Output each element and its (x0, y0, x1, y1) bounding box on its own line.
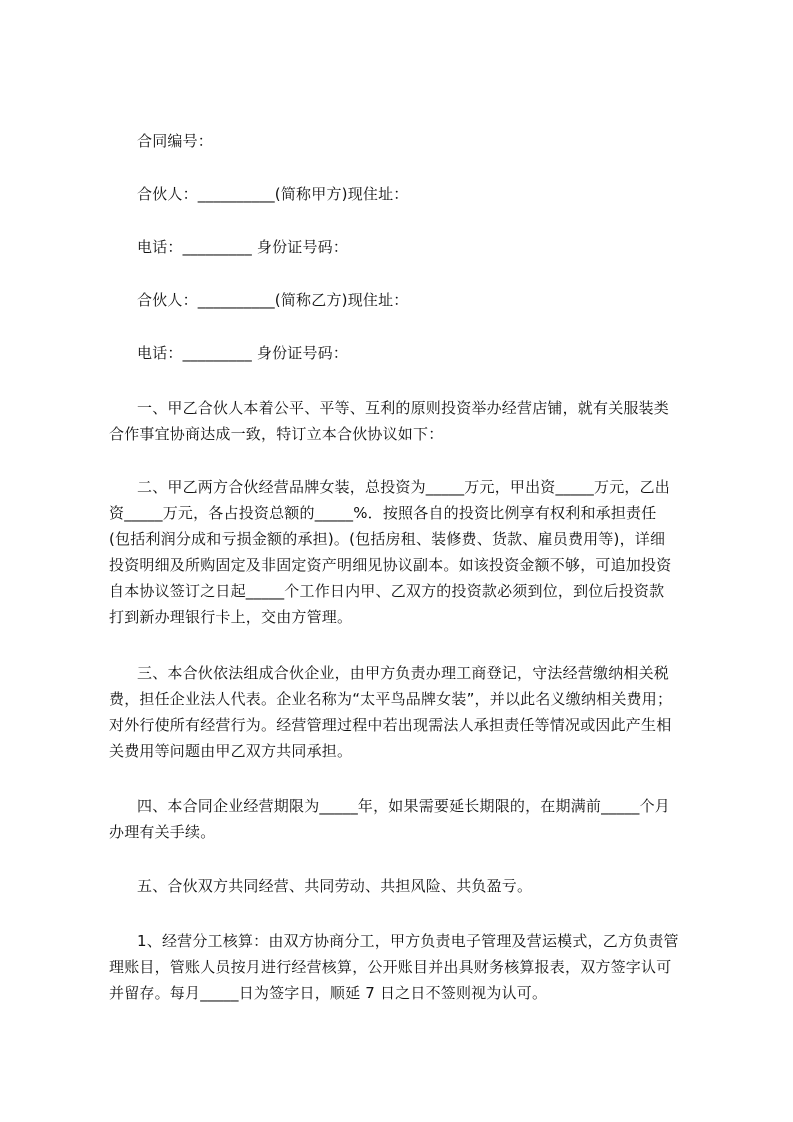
clause-2-line-6: 打到新办理银行卡上，交由方管理。 (109, 608, 353, 626)
item-1-line-3: 并留存。每月_____日为签字日，顺延 7 日之日不签则视为认可。 (109, 984, 548, 1002)
partner-b-phone-line: 电话：_________ 身份证号码： (137, 344, 349, 362)
clause-2-line-3: (包括利润分成和亏损金额的承担)。(包括房租、装修费、货款、雇员费用等)，详细 (109, 530, 666, 548)
partner-a-line: 合伙人：__________(简称甲方)现住址： (137, 185, 409, 203)
clause-2-line-2: 资_____万元，各占投资总额的_____%．按照各自的投资比例享有权利和承担责任 (109, 504, 657, 522)
clause-3-line-4: 关费用等问题由甲乙双方共同承担。 (109, 742, 353, 760)
clause-5-line-1: 五、合伙双方共同经营、共同劳动、共担风险、共负盈亏。 (137, 877, 533, 895)
clause-3-line-1: 三、本合伙依法组成合伙企业，由甲方负责办理工商登记，守法经营缴纳相关税 (137, 664, 670, 682)
contract-number-label: 合同编号： (137, 132, 214, 150)
clause-2-line-4: 投资明细及所购固定及非固定资产明细见协议副本。如该投资金额不够，可追加投资 (109, 556, 672, 574)
clause-3-line-3: 对外行使所有经营行为。经营管理过程中若出现需法人承担责任等情况或因此产生相 (109, 716, 672, 734)
item-1-line-2: 理账目，管账人员按月进行经营核算，公开账目并出具财务核算报表，双方签字认可 (109, 958, 672, 976)
clause-1-line-1: 一、甲乙合伙人本着公平、平等、互利的原则投资举办经营店铺，就有关服装类 (137, 399, 670, 417)
clause-2-line-5: 自本协议签订之日起_____个工作日内甲、乙双方的投资款必须到位，到位后投资款 (109, 582, 665, 600)
clause-3-line-2: 费，担任企业法人代表。企业名称为“太平鸟品牌女装”，并以此名义缴纳相关费用； (109, 690, 673, 708)
clause-1-line-2: 合作事宜协商达成一致，特订立本合伙协议如下： (109, 425, 444, 443)
partner-b-line: 合伙人：__________(简称乙方)现住址： (137, 291, 409, 309)
clause-4-line-2: 办理有关手续。 (109, 823, 216, 841)
partner-a-phone-line: 电话：_________ 身份证号码： (137, 238, 349, 256)
clause-4-line-1: 四、本合同企业经营期限为_____年，如果需要延长期限的，在期满前_____个月 (137, 797, 671, 815)
clause-2-line-1: 二、甲乙两方合伙经营品牌女装，总投资为_____万元，甲出资_____万元，乙出 (137, 478, 671, 496)
item-1-line-1: 1、经营分工核算：由双方协商分工，甲方负责电子管理及营运模式，乙方负责管 (137, 932, 679, 950)
